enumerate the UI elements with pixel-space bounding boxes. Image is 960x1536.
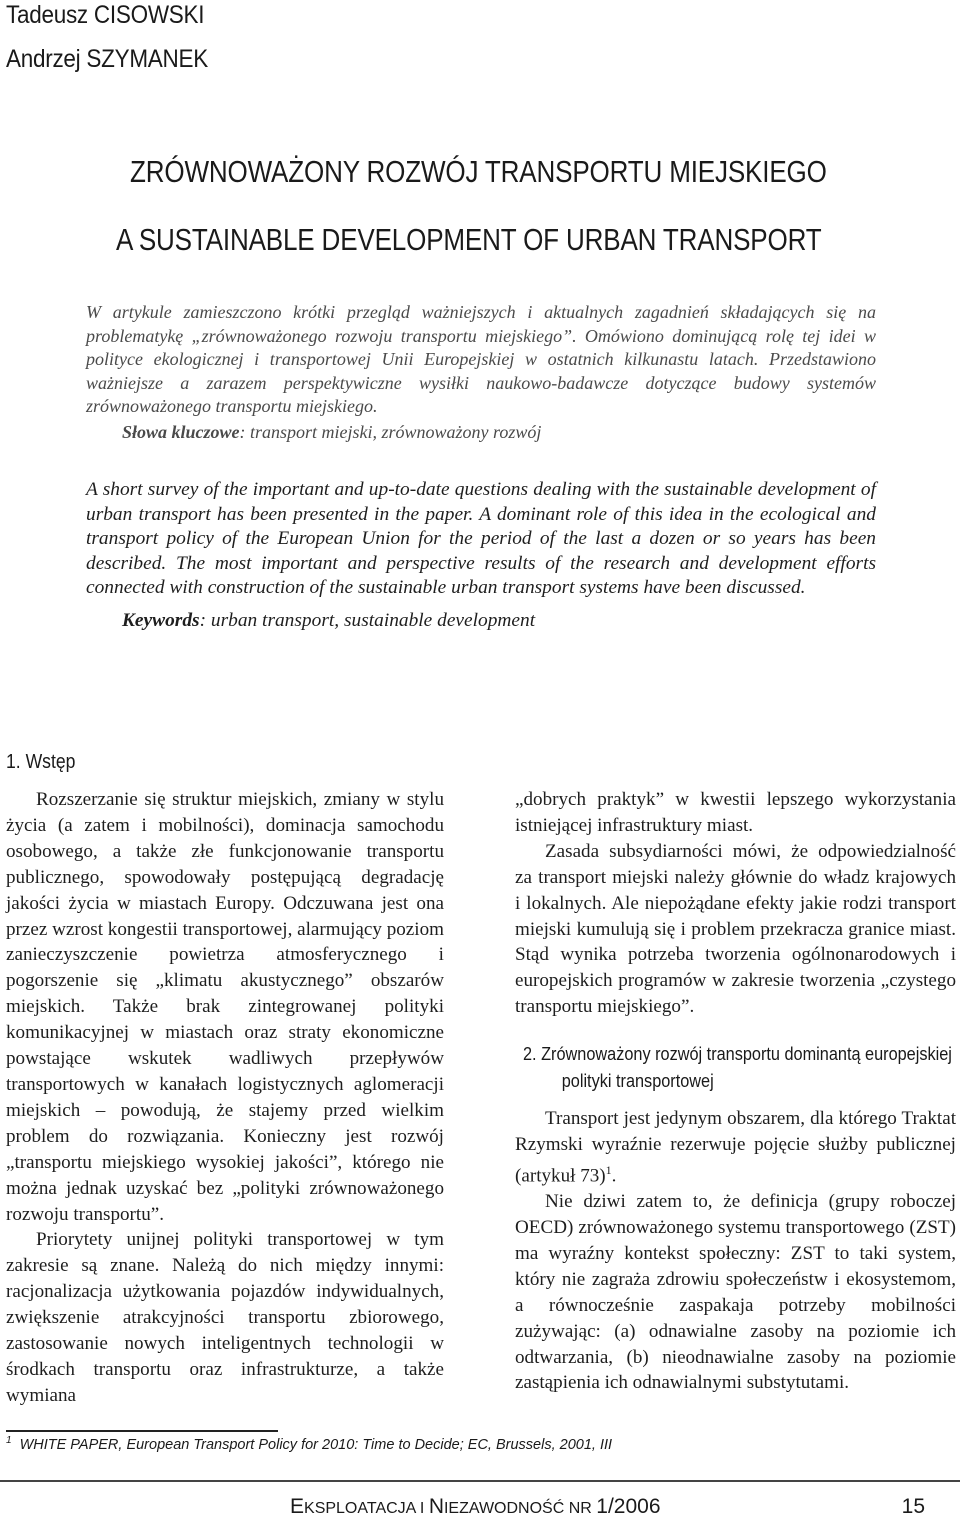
abstract-polish-text: W artykule zamieszczono krótki przegląd ważniejszych i aktualnych zagadnień składających się na problematykę „zrównoważonego rozwoju transportu miejskiego”. Omówiono dominującą rolę tej idei w polityce ekologicznej i transportowej Unii Europejskiej w ostatnich kilkunastu latach. Przedstawiono ważniejsze a zarazem perspektywiczne wysiłki naukowo-badawcze dotyczące budowy systemów zrównoważonego transportu miejskiego. [86,302,876,417]
section-heading-text: 2. Zrównoważony rozwój transportu dominantą europejskiej polityki transportowej [523,1043,952,1091]
left-column [6,787,444,1409]
abstract-english-text: A short survey of the important and up-to-date questions dealing with the sustainable development of urban transport has been presented in the paper. A dominant role of this idea in the ecological and transport policy of the European Union for the period of the last a dozen or so years has been described. The most important and perspective results of the research and development efforts connected with construction of the sustainable urban transport systems have been discussed. [86,479,876,599]
journal-word: NR [564,1500,597,1517]
keywords-polish-text: : transport miejski, zrównoważony rozwój [239,421,542,442]
footnote-text: WHITE PAPER, European Transport Policy for 2010: Time to Decide; EC, Brussels, 2001, III [19,1437,613,1453]
paragraph-end: . [611,1165,617,1187]
title-english: A SUSTAINABLE DEVELOPMENT OF URBAN TRANSPORT [116,222,822,257]
keywords-polish-label: Słowa kluczowe [122,421,240,442]
keywords-english [86,609,876,634]
paragraph [515,1106,956,1189]
paragraph: Zasada subsydiarności mówi, że odpowiedzialność za transport miejski należy głównie do władz krajowych i lokalnych. Ale niepożądane efekty jakie rodzi transport miejski kumulują się i problem przekracza granice miast. Stąd wynika potrzeba tworzenia ogólnonarodowych i europejskich programów w zakresie tworzenia „czystego transportu miejskiego”. [515,840,956,1018]
section-heading: 1. Wstęp [6,751,76,773]
right-column-top [515,787,956,1020]
abstract-english [86,478,876,634]
abstract-polish [86,301,876,445]
paragraph: Rozszerzanie się struktur miejskich, zmiany w stylu życia (a zatem i mobilności), dominacja samochodu osobowego, a także złe funkcjonowanie transportu publicznego, spowodowały postępującą degradację jakości życia w miastach Europy. Odczuwana jest ona przez wzrost kongestii transportowej, alarmujący poziom zanieczyszczenie powietrza atmosferycznego i pogorszenie się „klimatu akustycznego” obszarów miejskich. Także brak zintegrowanej polityki komunikacyjnej w miastach oraz straty ekonomiczne powstające wskutek wadliwych przepływów transportowych w kanałach logistycznych aglomeracji miejskich – powodują, że stajemy przed wielkim problem do rozwiązania. Konieczny jest rozwój „transportu miejskiego wysokiej jakości”, którego nie można jednak uzyskać bez „polityki zrównoważonego rozwoju transportu”. [6,789,444,1225]
footnote-rule [6,1430,278,1432]
journal-name [290,1495,661,1519]
keywords-english-label: Keywords [122,609,200,631]
journal-issue: 1/2006 [596,1495,661,1518]
paragraph-text: Transport jest jedynym obszarem, dla którego Traktat Rzymski wyraźnie rezerwuje pojęcie służby publicznej (artykuł 73) [515,1108,956,1187]
journal-letter: N [428,1495,444,1518]
title-polish: ZRÓWNOWAŻONY ROZWÓJ TRANSPORTU MIEJSKIEGO [130,154,827,189]
journal-word: I [415,1500,429,1517]
footnote-mark: 1 [6,1435,12,1446]
journal-letter: E [290,1495,305,1518]
footer-rule [0,1480,960,1482]
page-number: 15 [901,1495,925,1518]
journal-word: IEZAWODNOŚĆ [443,1500,565,1517]
paragraph: Priorytety unijnej polityki transportowej w tym zakresie są znane. Należą do nich między innymi: racjonalizacja użytkowania pojazdów indywidualnych, zwiększenie atrakcyjności transportu zbiorowego, zastosowanie nowych inteligentnych technologii w środkach transportu oraz infrastrukturze, a także wymiana [6,1229,444,1406]
right-column-bottom [515,1106,956,1396]
keywords-polish [86,421,876,445]
author-name: Andrzej SZYMANEK [6,45,208,73]
section-heading [523,1040,959,1094]
journal-word: KSPLOATACJA [304,1500,416,1517]
author-name: Tadeusz CISOWSKI [6,1,205,29]
paragraph: Nie dziwi zatem to, że definicja (grupy roboczej OECD) zrównoważonego systemu transportowego (ZST) ma wyraźny kontekst społeczny: ZST to taki system, który nie zagraża zdrowiu społeczeństw i ekosystemom, a równocześnie zaspakaja potrzeby mobilności zużywając: (a) odnawialne zasoby na poziomie ich odtwarzania, (b) nieodnawialne zasoby na poziomie zastąpienia ich odnawialnymi substytutami. [515,1191,956,1394]
footnote-reference: 1 [605,1162,612,1177]
footnote [6,1437,612,1453]
keywords-english-text: : urban transport, sustainable development [199,609,536,631]
paragraph: „dobrych praktyk” w kwestii lepszego wykorzystania istniejącej infrastruktury miast. [515,789,956,836]
